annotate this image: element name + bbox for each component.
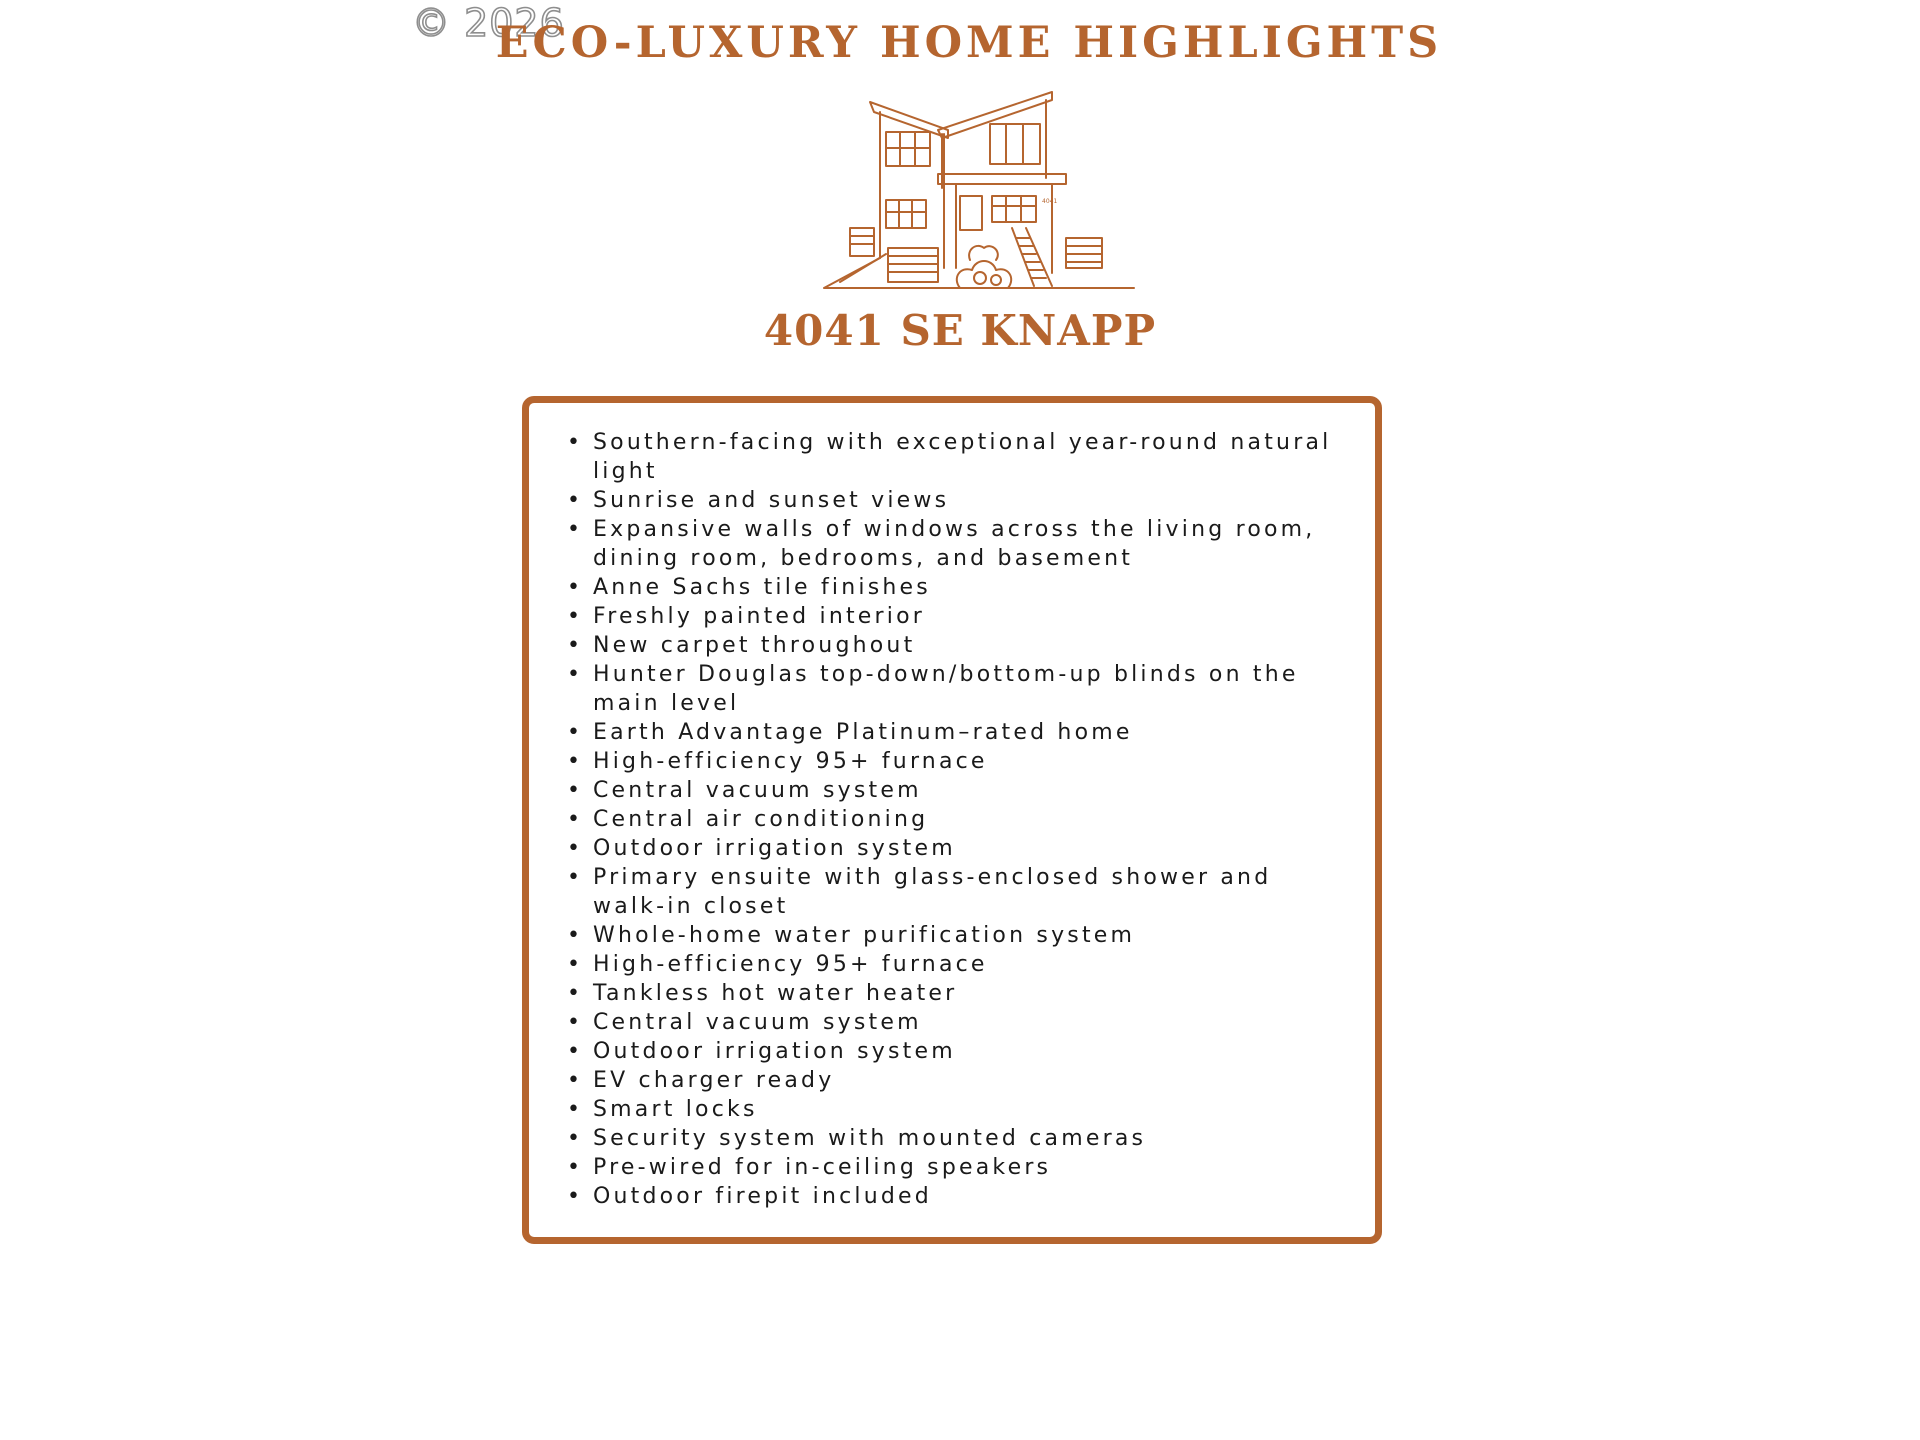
list-item: • High-efficiency 95+ furnace <box>567 952 988 977</box>
list-item: • Whole-home water purification system <box>567 923 1136 948</box>
list-item: • Tankless hot water heater <box>567 981 958 1006</box>
list-item: • Anne Sachs tile finishes <box>567 575 931 600</box>
bullet-icon: • <box>567 633 584 658</box>
list-item: • High-efficiency 95+ furnace <box>567 749 988 774</box>
bullet-icon: • <box>567 720 584 745</box>
list-item: • Earth Advantage Platinum–rated home <box>567 720 1133 745</box>
list-item: • New carpet throughout <box>567 633 916 658</box>
bullet-icon: • <box>567 778 584 803</box>
highlights-list <box>567 428 1347 1211</box>
bullet-icon: • <box>567 575 584 600</box>
bullet-icon: • <box>567 952 584 977</box>
bullet-icon: • <box>567 430 584 455</box>
highlights-card <box>522 396 1382 1244</box>
list-item: • Pre-wired for in-ceiling speakers <box>567 1155 1052 1180</box>
list-item: • Outdoor firepit included <box>567 1184 932 1209</box>
list-item: • Primary ensuite with glass-enclosed shower and walk-in closet <box>567 865 1272 919</box>
bullet-icon: • <box>567 604 584 629</box>
list-item: • Hunter Douglas top-down/bottom-up blinds on the main level <box>567 662 1299 716</box>
list-item: • Central vacuum system <box>567 1010 922 1035</box>
bullet-icon: • <box>567 1184 584 1209</box>
list-item: • Southern-facing with exceptional year-round natural light <box>567 430 1332 484</box>
list-item: • Central vacuum system <box>567 778 922 803</box>
bullet-icon: • <box>567 923 584 948</box>
bullet-icon: • <box>567 1097 584 1122</box>
bullet-icon: • <box>567 807 584 832</box>
property-address: 4041 SE KNAPP <box>763 306 1157 355</box>
bullet-icon: • <box>567 1155 584 1180</box>
list-item: • Freshly painted interior <box>567 604 925 629</box>
bullet-icon: • <box>567 749 584 774</box>
bullet-icon: • <box>567 1126 584 1151</box>
list-item: • Smart locks <box>567 1097 758 1122</box>
bullet-icon: • <box>567 981 584 1006</box>
copyright-watermark: © 2026 <box>412 1 565 45</box>
house-number-sign: 4041 <box>1042 198 1058 205</box>
bullet-icon: • <box>567 1039 584 1064</box>
bullet-icon: • <box>567 865 584 890</box>
list-item: • Security system with mounted cameras <box>567 1126 1147 1151</box>
bullet-icon: • <box>567 836 584 861</box>
bullet-icon: • <box>567 1068 584 1093</box>
bullet-icon: • <box>567 517 584 542</box>
house-illustration-icon <box>820 88 1140 298</box>
bullet-icon: • <box>567 488 584 513</box>
list-item: • Outdoor irrigation system <box>567 836 956 861</box>
bullet-icon: • <box>567 662 584 687</box>
bullet-icon: • <box>567 1010 584 1035</box>
list-item: • Expansive walls of windows across the living room, dining room, bedrooms, and basement <box>567 517 1316 571</box>
list-item: • Outdoor irrigation system <box>567 1039 956 1064</box>
list-item: • Sunrise and sunset views <box>567 488 950 513</box>
list-item: • Central air conditioning <box>567 807 929 832</box>
page-title: ECO-LUXURY HOME HIGHLIGHTS <box>495 18 1443 68</box>
list-item: • EV charger ready <box>567 1068 835 1093</box>
